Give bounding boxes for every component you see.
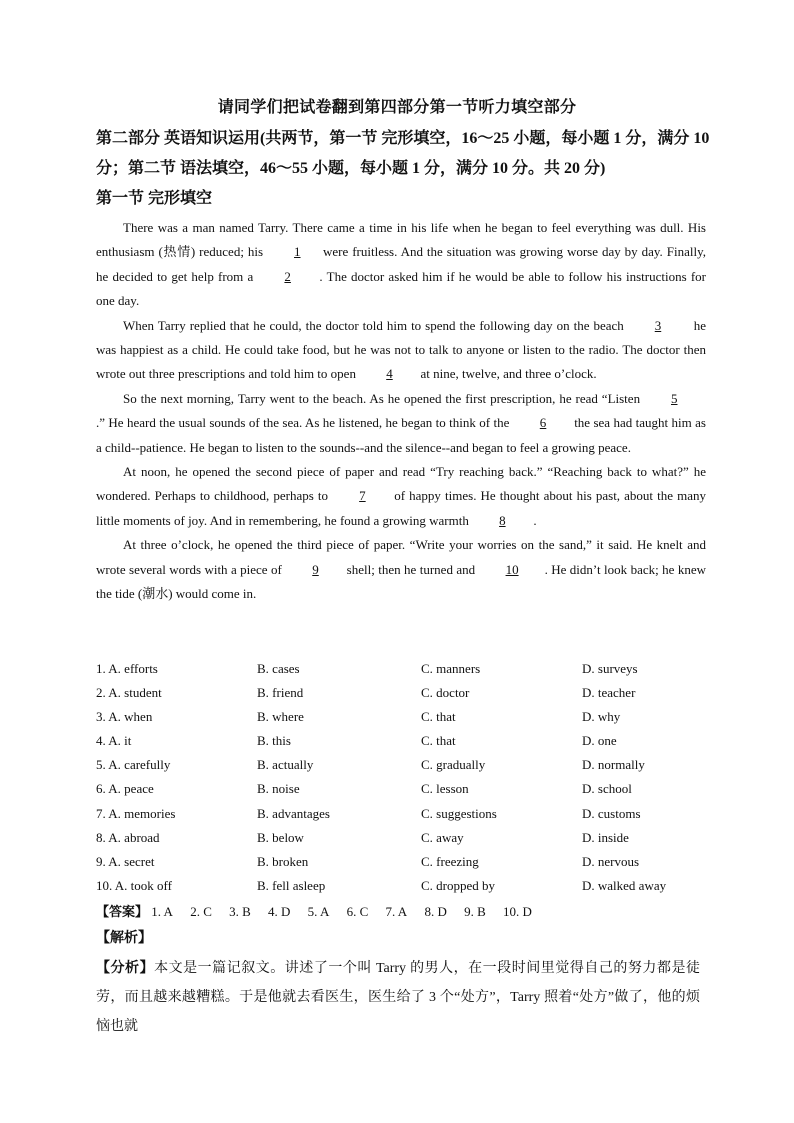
option-a: 9. A. secret (96, 853, 155, 869)
option-c: C. freezing (421, 853, 479, 869)
passage-paragraph-2 (96, 314, 706, 387)
question-6-options (96, 777, 706, 801)
question-5-options (96, 753, 706, 777)
option-d: D. nervous (582, 853, 640, 869)
answer-item: 3. B (229, 904, 251, 919)
passage-text: were fruitless. And the situation was growing worse day by day. Finally, he decided to get help from a (96, 244, 707, 284)
option-c: C. that (421, 709, 456, 725)
analysis-label: 【分析】 (96, 961, 155, 976)
blank-4: 4 (386, 366, 393, 382)
passage-text: at nine, twelve, and three o’clock. (417, 366, 597, 382)
option-a: 5. A. carefully (96, 757, 171, 773)
option-b: B. where (257, 709, 304, 725)
option-b: B. actually (257, 757, 314, 773)
part-heading-line-1: 第二部分 英语知识运用(共两节，第一节 完形填空，16～25 小题，每小题 1 分，满分 10 (96, 130, 710, 147)
option-c: C. lesson (421, 781, 469, 797)
option-c: C. away (421, 829, 464, 845)
answer-item: 4. D (268, 904, 291, 919)
option-d: D. one (582, 733, 617, 749)
option-a: 4. A. it (96, 733, 132, 749)
answer-label: 【答案】 (96, 904, 149, 919)
option-b: B. advantages (257, 805, 330, 821)
option-a: 6. A. peace (96, 781, 154, 797)
analysis-heading: 【解析】 (96, 931, 152, 946)
passage-text: of happy times. He thought about his past, about the many little moments of joy. And in remembering, he found a growing warmth (96, 488, 706, 528)
option-d: D. inside (582, 829, 629, 845)
question-4-options (96, 729, 706, 753)
answer-item: 1. A (151, 904, 173, 919)
section-heading: 第一节 完形填空 (96, 190, 213, 207)
question-3-options (96, 705, 706, 729)
option-c: C. manners (421, 661, 481, 676)
option-b: B. noise (257, 781, 300, 797)
analysis-paragraph (96, 954, 700, 1041)
question-7-options (96, 802, 706, 826)
option-a: 1. A. efforts (96, 661, 158, 676)
answer-item: 5. A (307, 904, 330, 919)
option-c: C. dropped by (421, 877, 496, 893)
option-d: D. normally (582, 757, 645, 773)
passage-text: the sea had taught him as a child--patience. He began to listen to the sounds--and the silence--and began to feel a growing peace. (96, 415, 706, 455)
answer-item: 7. A (385, 904, 408, 919)
option-d: D. surveys (582, 661, 638, 676)
page-title: 请同学们把试卷翻到第四部分第一节听力填空部分 (217, 99, 577, 116)
passage-text: When Tarry replied that he could, the doctor told him to spend the following day on the beach (123, 317, 628, 333)
passage-text: At noon, he opened the second piece of paper and read “Try reaching back.” “Reaching back to what?” he wondered. Perhaps to childhood, perhaps to (96, 464, 706, 504)
option-d: D. teacher (582, 685, 636, 701)
option-a: 2. A. student (96, 685, 162, 701)
blank-7: 7 (359, 488, 366, 504)
part-heading-line-2: 分；第二节 语法填空，46～55 小题，每小题 1 分，满分 10 分。共 20 分) (96, 160, 606, 177)
passage-text: he was happiest as a child. He could take food, but he was not to talk to anyone or listen to the radio. The doctor then wrote out three prescriptions and told him to open (96, 317, 706, 382)
option-c: C. gradually (421, 757, 486, 773)
analysis-text: 本文是一篇记叙文。讲述了一个叫 Tarry 的男人，在一段时间里觉得自己的努力都是徒劳，而且越来越糟糕。于是他就去看医生，医生给了 3 个“处方”，Tarry 照着“处方”做了，他的烦恼也就 (96, 961, 700, 1034)
answer-options (96, 657, 706, 898)
option-a: 10. A. took off (96, 877, 172, 893)
passage-text: So the next morning, Tarry went to the beach. As he opened the first prescription, he read “Listen (123, 390, 644, 406)
part-heading (96, 124, 716, 184)
blank-2: 2 (284, 268, 291, 284)
blank-3: 3 (654, 317, 662, 333)
passage-paragraph-5 (96, 533, 706, 606)
option-c: C. doctor (421, 685, 470, 701)
blank-5: 5 (671, 390, 678, 406)
option-a: 3. A. when (96, 709, 153, 725)
blank-6: 6 (539, 415, 547, 431)
question-8-options (96, 826, 706, 850)
blank-1: 1 (294, 244, 301, 260)
option-d: D. school (582, 781, 632, 797)
option-b: B. below (257, 829, 304, 845)
blank-10: 10 (505, 561, 519, 577)
option-a: 8. A. abroad (96, 829, 160, 845)
option-c: C. suggestions (421, 805, 497, 821)
passage-text: At three o’clock, he opened the third piece of paper. “Write your worries on the sand,” it said. He knelt and wrote several words with a piece of (96, 537, 706, 577)
question-1-options (96, 657, 706, 681)
passage-paragraph-1 (96, 216, 706, 314)
option-a: 7. A. memories (96, 805, 176, 821)
option-c: C. that (421, 733, 456, 749)
cloze-passage (96, 216, 706, 607)
answer-item: 9. B (464, 904, 486, 919)
passage-text: There was a man named Tarry. There came a time in his life when he began to feel everything was dull. His enthusiasm (热情) reduced; his (96, 220, 706, 260)
blank-8: 8 (499, 512, 506, 528)
passage-text: . He didn’t look back; he knew the tide (潮水) would come in. (96, 561, 706, 602)
option-b: B. broken (257, 853, 309, 869)
option-b: B. this (257, 733, 291, 749)
blank-9: 9 (312, 561, 319, 577)
passage-text: . The doctor asked him if he would be able to follow his instructions for one day. (96, 268, 706, 309)
passage-paragraph-4 (96, 460, 706, 533)
option-b: B. friend (257, 685, 304, 701)
answer-item: 8. D (424, 904, 447, 919)
question-2-options (96, 681, 706, 705)
option-b: B. cases (257, 661, 300, 676)
answer-item: 10. D (503, 904, 532, 919)
option-d: D. why (582, 709, 621, 725)
answer-item: 6. C (346, 904, 369, 919)
answer-key (96, 900, 546, 924)
option-d: D. walked away (582, 877, 667, 893)
question-10-options (96, 874, 706, 898)
question-9-options (96, 850, 706, 874)
passage-text: .” He heard the usual sounds of the sea. As he listened, he began to think of the (96, 415, 513, 431)
passage-text: shell; then he turned and (343, 561, 479, 577)
option-b: B. fell asleep (257, 877, 326, 893)
answer-item: 2. C (190, 904, 212, 919)
passage-text: . (530, 512, 537, 528)
option-d: D. customs (582, 805, 641, 821)
passage-paragraph-3 (96, 387, 706, 460)
